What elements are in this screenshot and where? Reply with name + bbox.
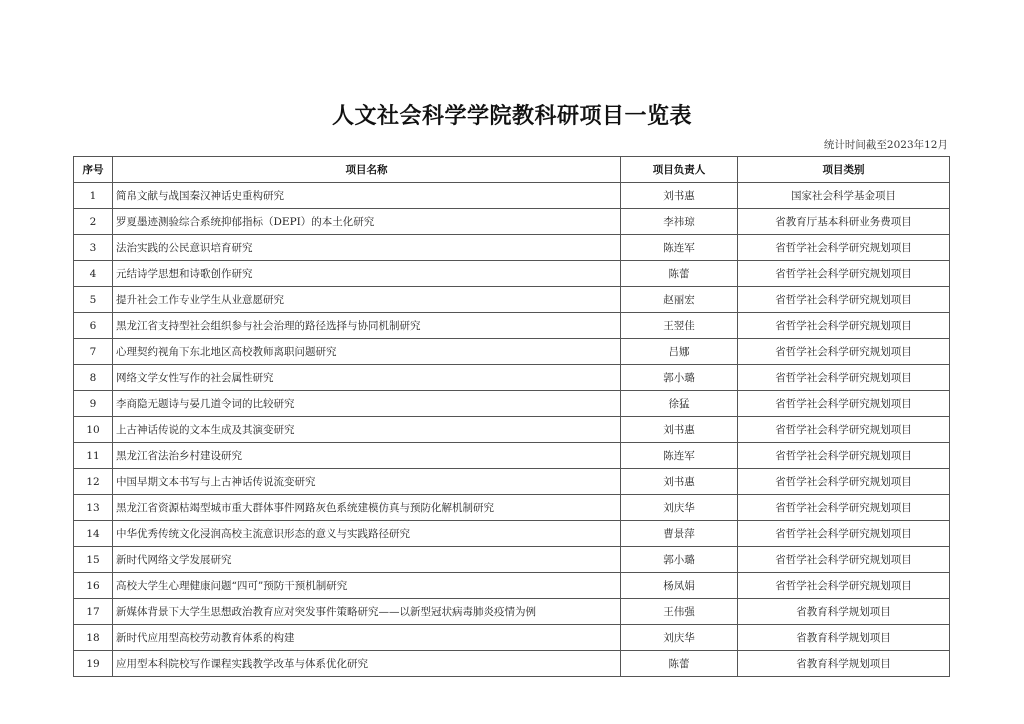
header-project-lead: 项目负责人 [621,157,738,183]
cell-project-name: 中华优秀传统文化浸润高校主流意识形态的意义与实践路径研究 [113,521,621,547]
table-row [74,521,950,547]
cell-project-lead: 王伟强 [621,599,738,625]
cell-seq: 1 [74,183,113,209]
cell-project-category: 省教育科学规划项目 [738,599,950,625]
cell-seq: 14 [74,521,113,547]
cell-project-category: 省哲学社会科学研究规划项目 [738,339,950,365]
statistics-date-note: 统计时间截至2023年12月 [823,139,948,151]
cell-seq: 9 [74,391,113,417]
cell-seq: 4 [74,261,113,287]
table-row [74,495,950,521]
cell-project-category: 省哲学社会科学研究规划项目 [738,521,950,547]
table-row [74,547,950,573]
cell-project-category: 省哲学社会科学研究规划项目 [738,261,950,287]
table-row [74,235,950,261]
cell-project-name: 新时代应用型高校劳动教育体系的构建 [113,625,621,651]
cell-project-lead: 刘庆华 [621,495,738,521]
cell-project-lead: 陈蕾 [621,651,738,677]
cell-project-lead: 赵丽宏 [621,287,738,313]
cell-seq: 2 [74,209,113,235]
table-row [74,313,950,339]
cell-project-name: 上古神话传说的文本生成及其演变研究 [113,417,621,443]
cell-project-lead: 王翌佳 [621,313,738,339]
table-row [74,599,950,625]
cell-seq: 13 [74,495,113,521]
cell-seq: 15 [74,547,113,573]
cell-project-name: 高校大学生心理健康问题“四可”预防干预机制研究 [113,573,621,599]
table-row [74,339,950,365]
cell-seq: 19 [74,651,113,677]
cell-project-name: 法治实践的公民意识培育研究 [113,235,621,261]
cell-project-category: 省哲学社会科学研究规划项目 [738,391,950,417]
cell-seq: 16 [74,573,113,599]
header-project-category: 项目类别 [738,157,950,183]
cell-project-lead: 徐猛 [621,391,738,417]
table-row [74,443,950,469]
table-row [74,183,950,209]
cell-project-name: 罗夏墨迹测验综合系统抑郁指标（DEPI）的本土化研究 [113,209,621,235]
table-row [74,625,950,651]
cell-project-category: 省哲学社会科学研究规划项目 [738,443,950,469]
cell-project-category: 省哲学社会科学研究规划项目 [738,547,950,573]
cell-project-lead: 郭小璐 [621,365,738,391]
cell-seq: 7 [74,339,113,365]
cell-seq: 18 [74,625,113,651]
cell-project-category: 省哲学社会科学研究规划项目 [738,365,950,391]
cell-seq: 10 [74,417,113,443]
cell-project-category: 省哲学社会科学研究规划项目 [738,235,950,261]
cell-project-category: 省哲学社会科学研究规划项目 [738,287,950,313]
cell-project-lead: 曹景萍 [621,521,738,547]
page-title: 人文社会科学学院教科研项目一览表 [331,103,692,129]
cell-seq: 17 [74,599,113,625]
cell-project-category: 国家社会科学基金项目 [738,183,950,209]
cell-project-lead: 陈连军 [621,235,738,261]
cell-project-category: 省教育科学规划项目 [738,651,950,677]
header-project-name: 项目名称 [113,157,621,183]
project-table [73,156,950,677]
cell-project-name: 李商隐无题诗与晏几道令词的比较研究 [113,391,621,417]
cell-seq: 11 [74,443,113,469]
cell-project-name: 新媒体背景下大学生思想政治教育应对突发事件策略研究——以新型冠状病毒肺炎疫情为例 [113,599,621,625]
cell-project-name: 黑龙江省法治乡村建设研究 [113,443,621,469]
table-row [74,469,950,495]
cell-project-lead: 陈蕾 [621,261,738,287]
cell-project-lead: 刘书惠 [621,183,738,209]
table-row [74,651,950,677]
table-row [74,417,950,443]
cell-project-lead: 李祎琼 [621,209,738,235]
cell-project-name: 心理契约视角下东北地区高校教师离职问题研究 [113,339,621,365]
cell-project-name: 黑龙江省资源枯竭型城市重大群体事件网路灰色系统建模仿真与预防化解机制研究 [113,495,621,521]
table-row [74,365,950,391]
table-row [74,261,950,287]
cell-project-lead: 杨凤娟 [621,573,738,599]
cell-project-category: 省哲学社会科学研究规划项目 [738,313,950,339]
cell-seq: 8 [74,365,113,391]
cell-project-name: 新时代网络文学发展研究 [113,547,621,573]
cell-project-category: 省教育科学规划项目 [738,625,950,651]
cell-project-name: 简帛文献与战国秦汉神话史重构研究 [113,183,621,209]
cell-project-category: 省教育厅基本科研业务费项目 [738,209,950,235]
cell-project-name: 元结诗学思想和诗歌创作研究 [113,261,621,287]
cell-project-category: 省哲学社会科学研究规划项目 [738,495,950,521]
cell-seq: 5 [74,287,113,313]
cell-project-lead: 刘书惠 [621,417,738,443]
cell-project-category: 省哲学社会科学研究规划项目 [738,417,950,443]
table-row [74,287,950,313]
header-seq: 序号 [74,157,113,183]
table-row [74,573,950,599]
cell-project-category: 省哲学社会科学研究规划项目 [738,469,950,495]
cell-project-lead: 刘书惠 [621,469,738,495]
cell-seq: 6 [74,313,113,339]
table-header-row [74,157,950,183]
table-body [74,183,950,677]
cell-project-name: 黑龙江省支持型社会组织参与社会治理的路径选择与协同机制研究 [113,313,621,339]
cell-seq: 3 [74,235,113,261]
cell-project-name: 提升社会工作专业学生从业意愿研究 [113,287,621,313]
cell-project-lead: 陈连军 [621,443,738,469]
table-row [74,391,950,417]
cell-project-lead: 吕娜 [621,339,738,365]
cell-project-lead: 刘庆华 [621,625,738,651]
cell-project-name: 网络文学女性写作的社会属性研究 [113,365,621,391]
cell-project-category: 省哲学社会科学研究规划项目 [738,573,950,599]
cell-project-name: 中国早期文本书写与上古神话传说流变研究 [113,469,621,495]
table-row [74,209,950,235]
cell-project-lead: 郭小璐 [621,547,738,573]
cell-project-name: 应用型本科院校写作课程实践教学改革与体系优化研究 [113,651,621,677]
cell-seq: 12 [74,469,113,495]
